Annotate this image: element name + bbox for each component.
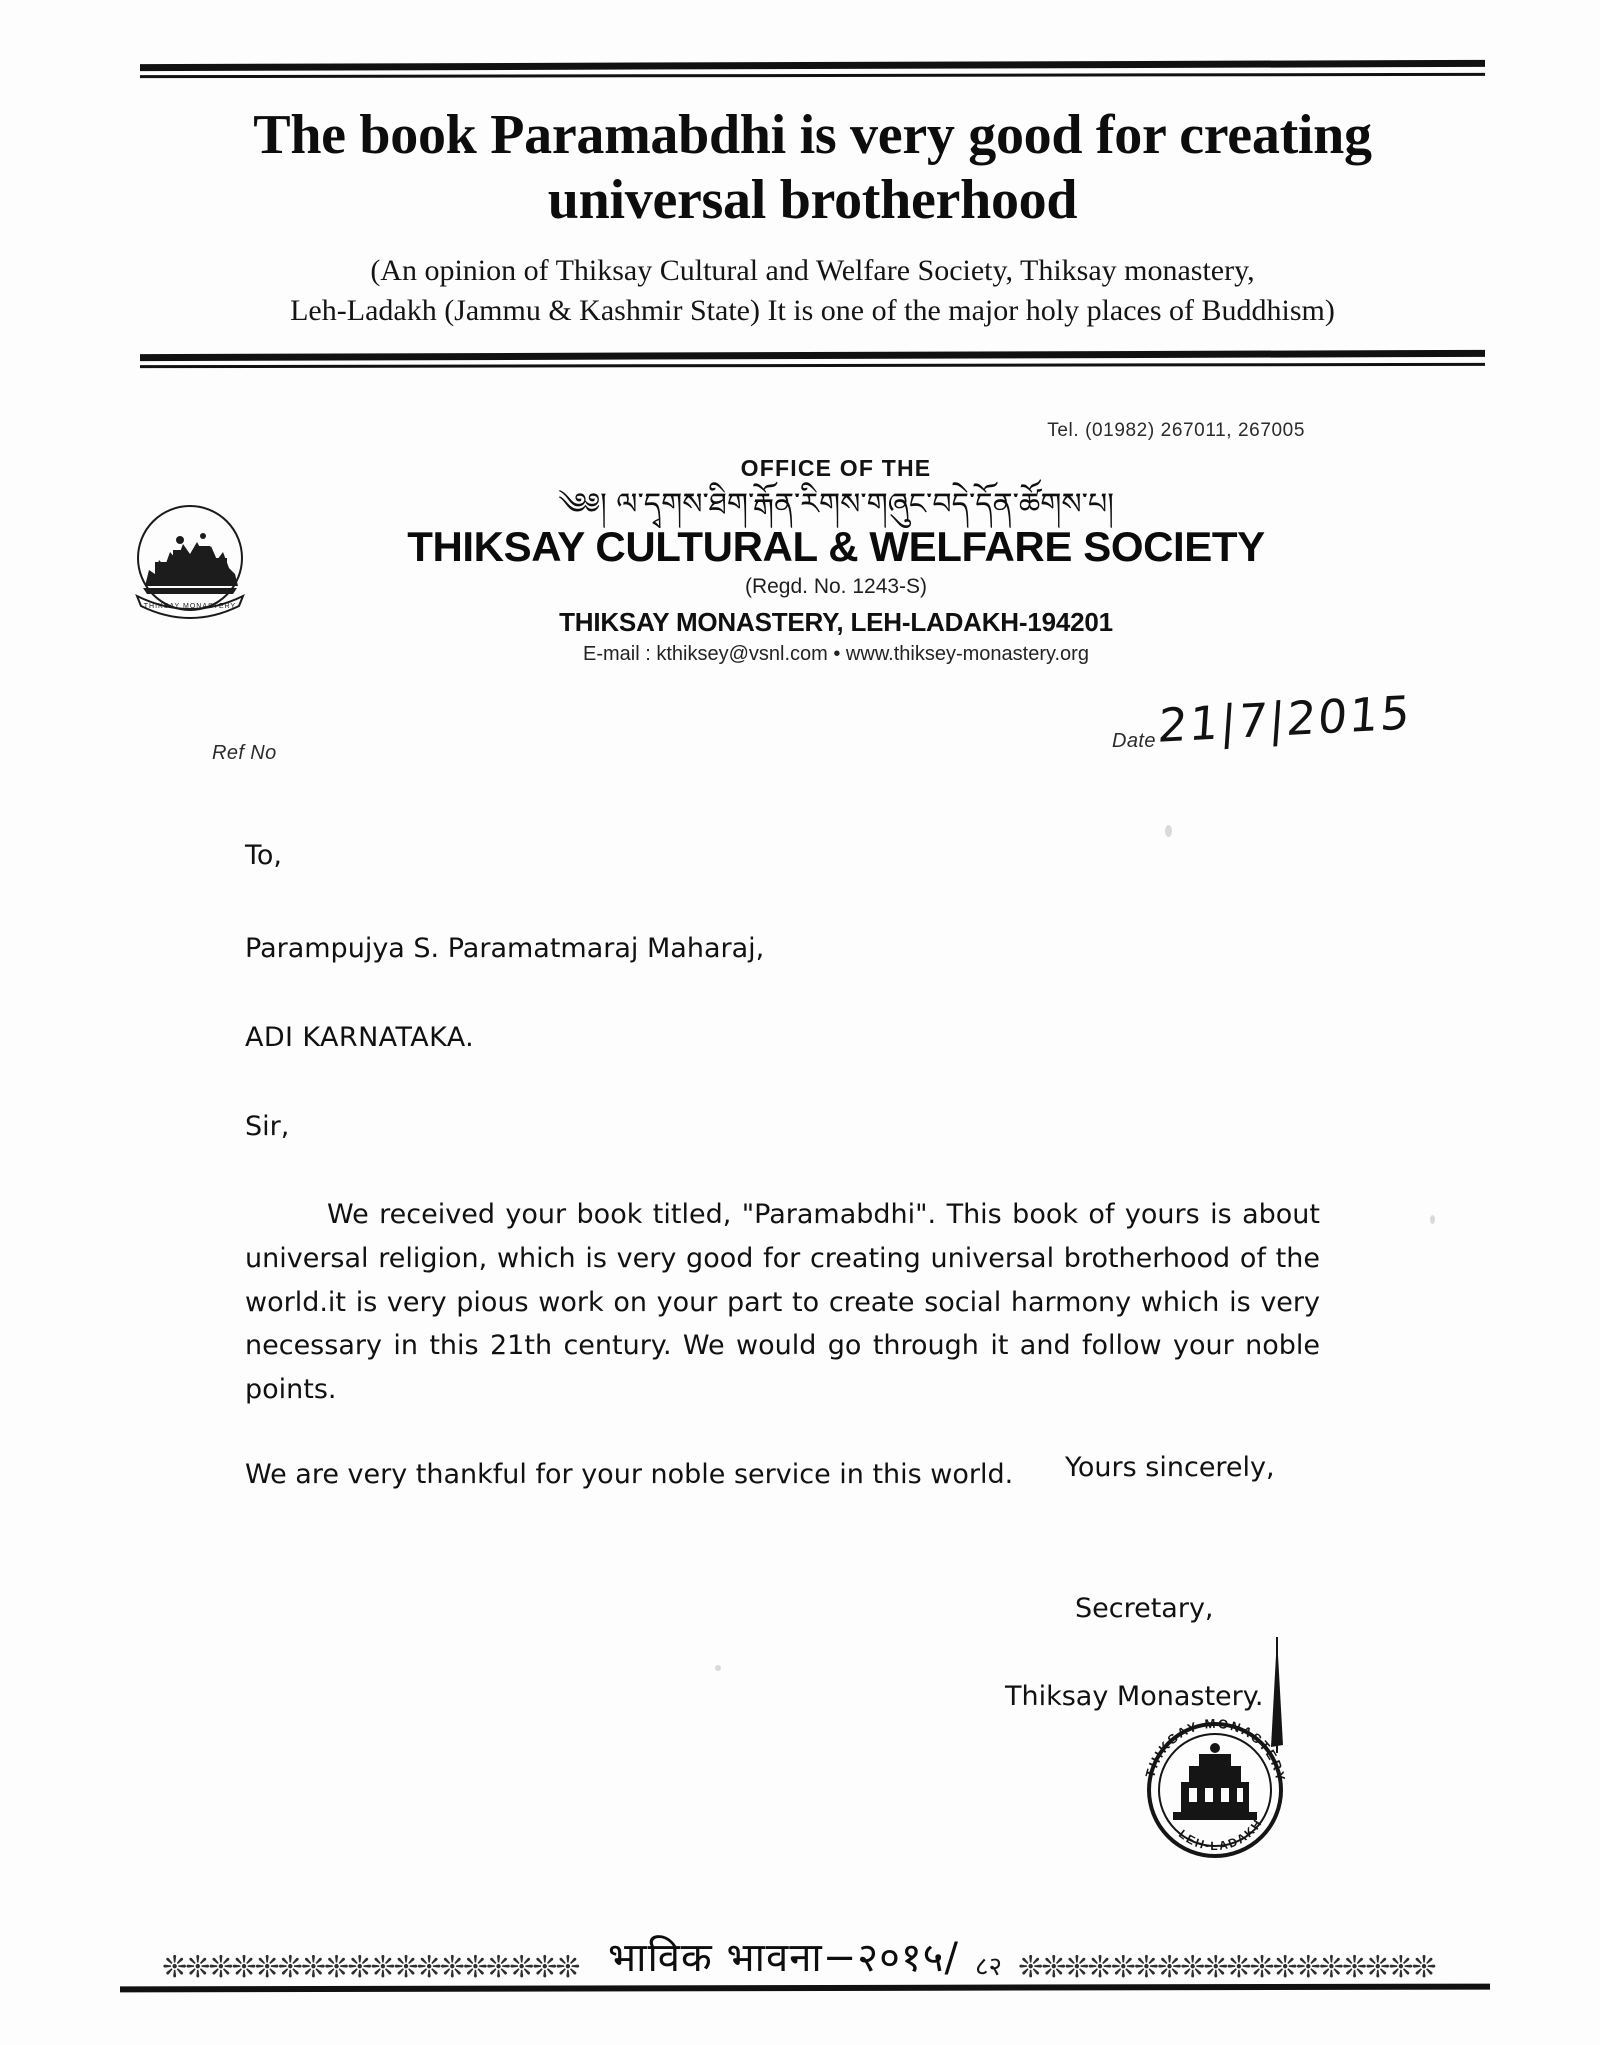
scan-speck xyxy=(715,1665,721,1671)
signature-role: Secretary, xyxy=(1075,1592,1214,1624)
salutation: Sir, xyxy=(245,1111,290,1143)
subtitle xyxy=(140,251,1485,330)
footer-row xyxy=(120,1925,1490,1983)
masthead-bottom-rules xyxy=(140,352,1485,367)
letter-paragraph-main: We received your book titled, "Paramabdhi". This book of yours is about universal religion, which is very good for creating universal brotherhood of the world.it is very pious work on your part to create social harmony which is very necessary in this 21th century. We would go through it and follow your noble points. xyxy=(245,1199,1320,1406)
ref-no-label: Ref No xyxy=(212,742,277,764)
stamp-text-bottom: LEH-LADAKH xyxy=(1176,1815,1266,1854)
subtitle-line-2: Leh-Ladakh (Jammu & Kashmir State) It is one of the major holy places of Buddhism) xyxy=(290,293,1335,327)
signature-closing: Yours sincerely, xyxy=(1065,1452,1275,1483)
masthead-top-rule-thick xyxy=(140,60,1485,71)
headline xyxy=(140,103,1485,233)
tibetan-script-line: ༄༅། ལ་དྭགས་ཐིག་རྒོན་རིགས་གཞུང་བདེ་དོན་ཚོགས་པ། xyxy=(558,487,1114,522)
letterhead-center-block xyxy=(150,455,1480,666)
masthead xyxy=(140,62,1485,367)
to-label: To, xyxy=(245,840,283,871)
footer-ornament-right: ❊❊❊❊❊❊❊❊❊❊❊❊❊❊❊❊❊❊ xyxy=(1018,1953,1435,1983)
page-footer xyxy=(120,1925,1490,1991)
office-of-the-label: OFFICE OF THE xyxy=(740,455,932,481)
footer-title: भाविक भावना−२०१५/ xyxy=(607,1935,959,1981)
masthead-bottom-rule-thick xyxy=(140,350,1485,361)
logo-caption-text: THIKSAY MONASTERY xyxy=(143,603,237,610)
subtitle-line-1: (An opinion of Thiksay Cultural and Welfare Society, Thiksay monastery, xyxy=(370,253,1255,287)
headline-line-2: universal brotherhood xyxy=(547,168,1078,231)
registration-number: (Regd. No. 1243-S) xyxy=(744,575,928,598)
masthead-bottom-rule-thin xyxy=(140,363,1485,368)
scan-speck xyxy=(1165,825,1172,837)
headline-line-1: The book Paramabdhi is very good for creating xyxy=(253,104,1372,166)
addressee-name: Parampujya S. Paramatmaraj Maharaj, xyxy=(245,933,765,965)
letter-paragraph-thanks: We are very thankful for your noble service in this world. xyxy=(245,1458,1014,1490)
addressee-organization: ADI KARNATAKA. xyxy=(245,1022,475,1054)
date-label: Date xyxy=(1112,730,1156,752)
date-handwritten-value: 21|7|2015 xyxy=(1156,685,1414,753)
signature-block xyxy=(1005,1448,1275,1718)
postal-address: THIKSAY MONASTERY, LEH-LADAKH-194201 xyxy=(559,607,1113,637)
official-round-stamp xyxy=(1125,1700,1305,1870)
footer-ornament-left: ❊❊❊❊❊❊❊❊❊❊❊❊❊❊❊❊❊❊ xyxy=(161,1953,579,1983)
email-and-website: E-mail : kthiksey@vsnl.com • www.thiksey-monastery.org xyxy=(583,643,1089,665)
masthead-top-rule-thin xyxy=(140,73,1485,78)
signature-organization: Thiksay Monastery. xyxy=(1005,1681,1264,1712)
letter-body xyxy=(245,835,1335,1495)
stamp-text-top: THIKSAY MONASTERY xyxy=(1142,1715,1289,1784)
footer-rule xyxy=(120,1984,1490,1993)
scan-speck xyxy=(1430,1215,1435,1224)
organization-name: THIKSAY CULTURAL & WELFARE SOCIETY xyxy=(407,523,1265,570)
footer-page-number: ८२ xyxy=(974,1952,1003,1982)
telephone-line: Tel. (01982) 267011, 267005 xyxy=(1047,420,1305,441)
